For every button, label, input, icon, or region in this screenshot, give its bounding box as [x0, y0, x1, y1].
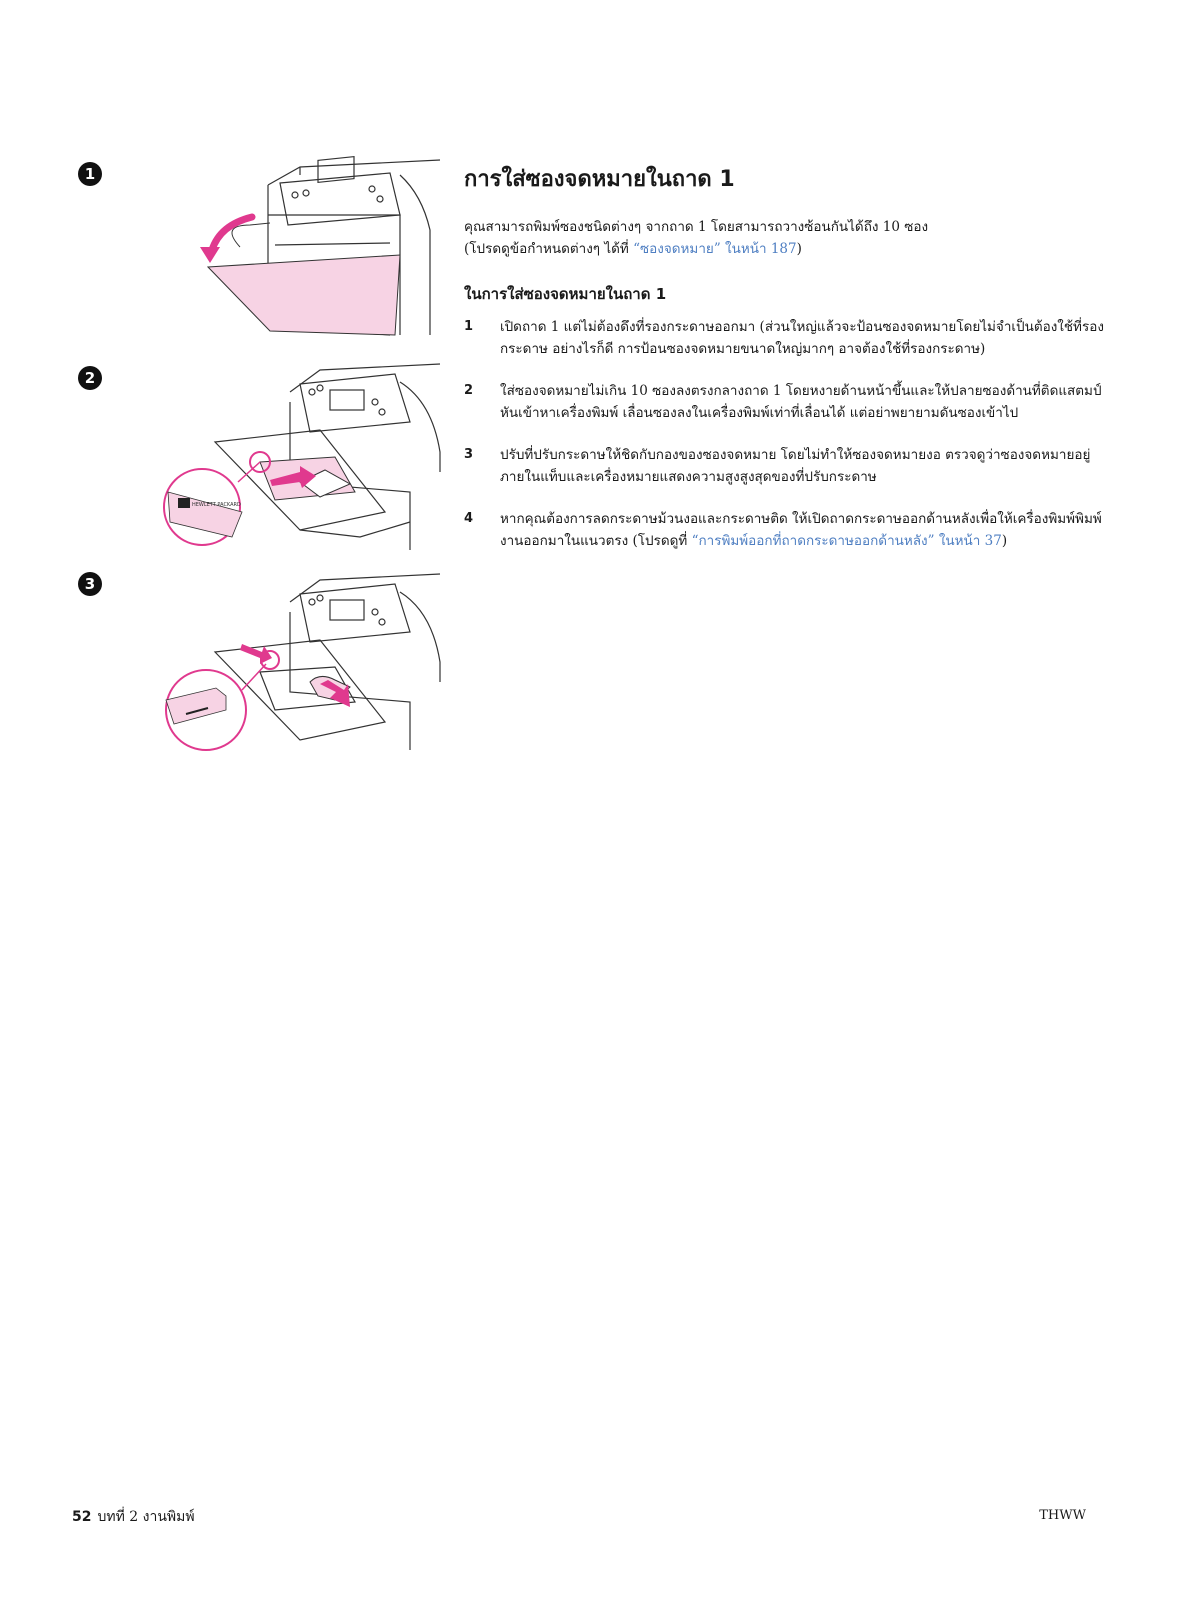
step-number: 1 — [464, 319, 474, 334]
step-number: 3 — [464, 447, 474, 462]
intro-paragraph — [464, 216, 1104, 260]
step-text: ปรับที่ปรับกระดาษให้ชิดกับกองของซองจดหมาย โดยไม่ทำให้ซองจดหมายงอ ตรวจดูว่าซองจดหมายอยู่ภายในแท็บและเครื่องหมายแสดงความสูงสูงสุดของที่ปรับกระดาษ — [500, 447, 1091, 485]
footer-right: THWW — [1039, 1508, 1086, 1523]
list-item — [464, 380, 1104, 424]
page-number: 52 — [72, 1509, 92, 1525]
intro-line-1: คุณสามารถพิมพ์ซองชนิดต่างๆ จากถาด 1 โดยสามารถวางซ้อนกันได้ถึง 10 ซอง — [464, 219, 929, 235]
illustration-load-envelopes — [160, 362, 442, 552]
step-text: ใส่ซองจดหมายไม่เกิน 10 ซองลงตรงกลางถาด 1 โดยหงายด้านหน้าขึ้นและให้ปลายซองด้านที่ติดแสตมป์หันเข้าหาเครื่องพิมพ์ เลื่อนซองลงในเครื่องพิมพ์เท่าที่เลื่อนได้ แต่อย่าพยายามดันซองเข้าไป — [500, 383, 1102, 421]
rear-output-link[interactable]: “การพิมพ์ออกที่ถาดกระดาษออกด้านหลัง” ในหน้า 37 — [691, 533, 1002, 549]
footer-left — [72, 1506, 195, 1528]
arrow-icon — [200, 217, 252, 263]
illustration-adjust-guides — [160, 572, 442, 757]
intro-line-2-pre: (โปรดดูข้อกำหนดต่างๆ ได้ที่ — [464, 241, 634, 257]
main-content — [464, 160, 1104, 572]
step-number: 4 — [464, 511, 474, 526]
envelopes-link[interactable]: “ซองจดหมาย” ในหน้า 187 — [633, 241, 797, 257]
chapter-title: บทที่ 2 งานพิมพ์ — [97, 1509, 195, 1525]
step-badge-2: 2 — [78, 366, 102, 390]
step-text-end: ) — [1001, 533, 1008, 549]
list-item — [464, 444, 1104, 488]
section-subheading: ในการใส่ซองจดหมายในถาด 1 — [464, 285, 667, 303]
envelope-label: HEWLETT PACKARD — [192, 502, 241, 508]
step-badge-1: 1 — [78, 162, 102, 186]
intro-line-2-post: ) — [796, 241, 802, 257]
step-text: เปิดถาด 1 แต่ไม่ต้องดึงที่รองกระดาษออกมา (ส่วนใหญ่แล้วจะป้อนซองจดหมายโดยไม่จำเป็นต้องใช้ที่รองกระดาษ อย่างไรก็ดี การป้อนซองจดหมายขนาดใหญ่มากๆ อาจต้องใช้ที่รองกระดาษ) — [500, 319, 1104, 357]
steps-list — [464, 316, 1104, 552]
illustration-open-tray — [160, 155, 442, 350]
step-text: หากคุณต้องการลดกระดาษม้วนงอและกระดาษติด ให้เปิดถาดกระดาษออกด้านหลังเพื่อให้เครื่องพิมพ์พิมพ์งานออกมาในแนวตรง (โปรดดูที่ — [500, 511, 1102, 549]
list-item — [464, 508, 1104, 552]
step-badge-3: 3 — [78, 572, 102, 596]
step-number: 2 — [464, 383, 474, 398]
list-item — [464, 316, 1104, 360]
page-title: การใส่ซองจดหมายในถาด 1 — [464, 167, 735, 192]
